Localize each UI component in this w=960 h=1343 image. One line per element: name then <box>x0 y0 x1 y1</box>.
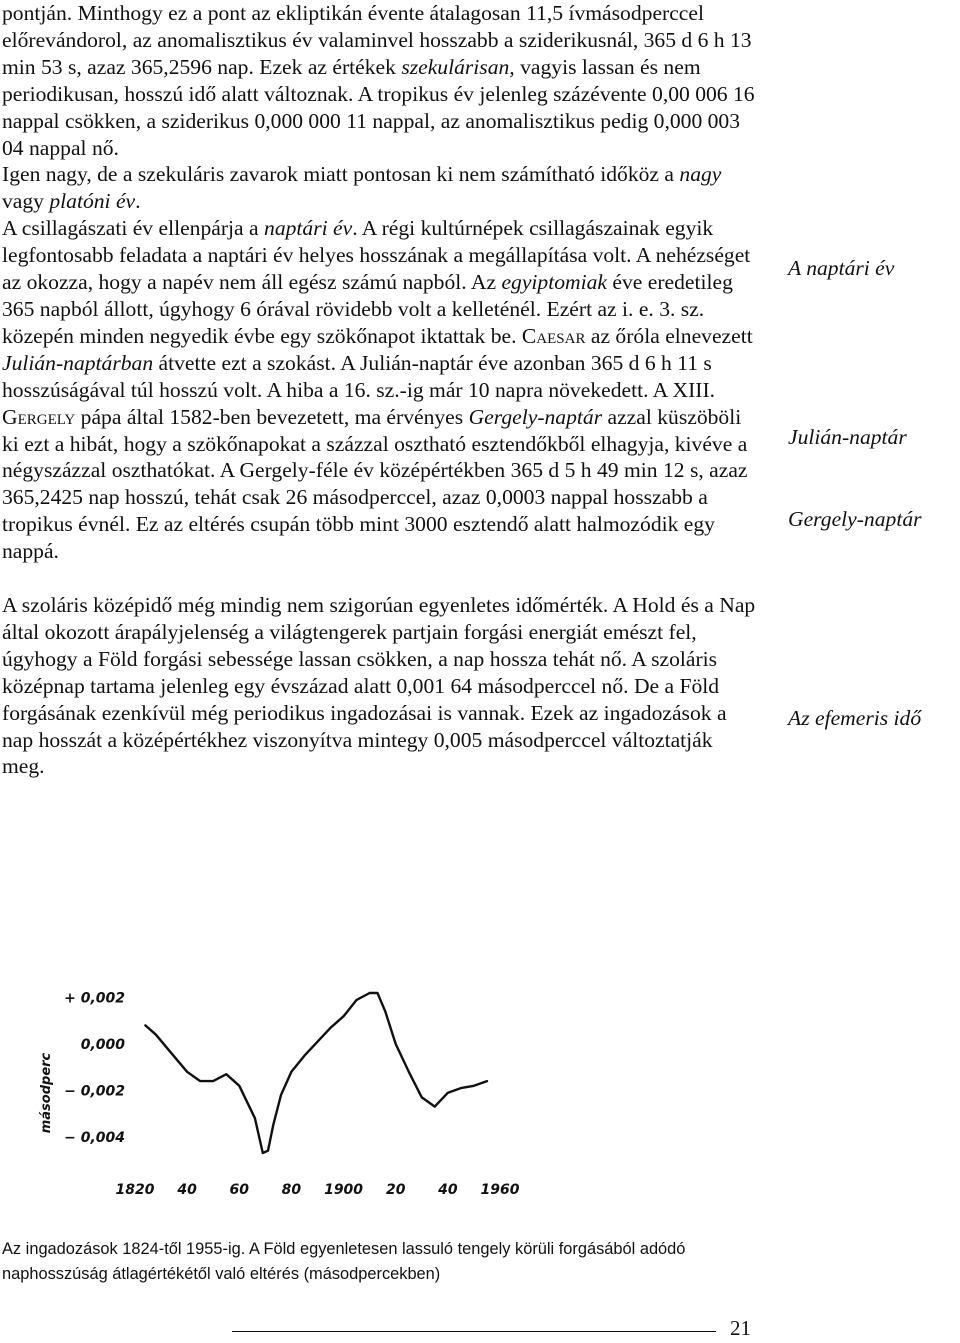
x-tick-label: 60 <box>229 1182 250 1198</box>
x-tick-label: 1900 <box>324 1182 364 1198</box>
emphasized-term: platóni év <box>49 189 136 214</box>
text-run: azzal küszöböli ki ezt a hibát, hogy a szökőnapokat a százzal osztható esztendőkből elhagyja, kivéve a négyszázzal oszthatókat. A Gergely-féle év középértékben 365 d 5 h 49 min 12 s, azaz 365,2425 nap hosszú, tehát csak 26 másodperccel, azaz 0,0003 nappal hosszabb a tropikus évnél. Ez az eltérés csupán több mint 3000 esztendő alatt halmozódik egy nappá. <box>2 404 748 564</box>
paragraph-calendar-year <box>2 215 756 565</box>
emphasized-term: Gergely-naptár <box>468 404 603 429</box>
paragraph-great-year <box>2 161 756 215</box>
x-tick-label: 40 <box>177 1182 197 1198</box>
x-axis-ticks <box>116 1182 520 1198</box>
y-tick-label: − 0,002 <box>64 1083 125 1100</box>
text-run: vagy <box>2 189 50 214</box>
small-caps-name: Caesar <box>521 323 586 348</box>
page-number: 21 <box>730 1316 751 1340</box>
sidenote-ephemeris-time: Az efemeris idő <box>788 706 922 730</box>
y-tick-label: + 0,002 <box>64 990 125 1007</box>
chart-canvas <box>30 968 570 1208</box>
y-axis-ticks <box>64 991 125 1146</box>
text-run: Igen nagy, de a szekuláris zavarok miatt pontosan ki nem számítható időköz a <box>2 162 680 187</box>
emphasized-term: egyiptomiak <box>501 270 608 295</box>
y-axis-label: másodperc <box>39 1052 54 1134</box>
series-line <box>145 993 487 1153</box>
y-axis-label-group <box>39 1052 54 1133</box>
x-tick-label: 1820 <box>115 1182 155 1198</box>
small-caps-name: Gergely <box>2 404 76 429</box>
x-tick-label: 1960 <box>480 1182 520 1198</box>
figure-caption: Az ingadozások 1824-től 1955-ig. A Föld egyenletesen lassuló tengely körüli forgásából adódó naphosszúság átlagértékétől való eltérés (másodpercekben) <box>2 1240 686 1283</box>
paragraph-ephemeris-time <box>2 592 756 780</box>
text-run: átvette ezt a szokást. A Julián-naptár éve azonban 365 d 6 h 11 s hosszúságával túl hosszú volt. A hiba a 16. sz.-ig már 10 napra növekedett. A XIII. <box>2 350 716 402</box>
text-run: A csillagászati év ellenpárja a <box>2 216 265 241</box>
sidenote-calendar-year: A naptári év <box>788 256 895 280</box>
y-tick-label: 0,000 <box>80 1037 125 1053</box>
day-length-chart <box>30 968 570 1208</box>
y-tick-label: − 0,004 <box>64 1129 125 1146</box>
emphasized-term: Julián-naptárban <box>2 350 154 375</box>
emphasized-term: naptári év <box>264 216 353 241</box>
sidenote-gregorian-calendar: Gergely-naptár <box>788 507 922 531</box>
text-run: A szoláris középidő még mindig nem szigorúan egyenletes időmérték. A Hold és a Nap által okozott árapályjelenség a világtengerek partjain forgási energiát emészt fel, úgyhogy a Föld forgási sebessége lassan csökken, a nap hossza tehát nő. A szoláris középnap tartama jelenleg egy évszázad alatt 0,001 64 másodperccel nő. De a Föld forgásának ezenkívül még periodikus ingadozásai is vannak. Ezek az ingadozások a nap hosszát a középértékhez viszonyítva mintegy 0,005 másodperccel változtatják meg. <box>2 593 756 779</box>
paragraph-sidereal-years <box>2 0 756 161</box>
text-run: éve eredetileg 365 napból állott, úgyhogy 6 órával rövidebb volt a kelleténél. Ezért az i. e. 3. sz. közepén minden negyedik évbe egy szökőnapot iktattak be. <box>2 270 733 348</box>
text-run: pápa által 1582-ben bevezetett, ma érvényes <box>75 404 469 429</box>
main-text <box>2 0 756 780</box>
text-run: . <box>135 189 141 214</box>
x-tick-label: 40 <box>438 1182 458 1198</box>
sidenote-julian-calendar: Julián-naptár <box>788 425 907 449</box>
text-run: pontján. Minthogy ez a pont az ekliptikán évente átalagosan 11,5 ívmásodperccel előrevándorol, az anomalisztikus év valaminvel hosszabb a sziderikusnál, 365 d 6 h 13 min 53 s, azaz 365,2596 nap. Ezek az értékek <box>2 1 752 79</box>
text-run: vagyis lassan és nem periodikusan, hosszú idő alatt változnak. A tropikus év jelenleg százévente 0,00 006 16 nappal csökken, a sziderikus 0,000 000 11 nappal, az anomalisztikus pedig 0,000 003 04 nappal nő. <box>2 54 755 160</box>
emphasized-term: nagy <box>679 162 722 187</box>
x-tick-label: 80 <box>281 1182 302 1198</box>
emphasized-term: szekulárisan, <box>401 54 515 79</box>
text-run: . A régi kultúrnépek csillagászainak egyik legfontosabb feladata a naptári év helyes hosszának a megállapítása volt. A nehézséget az okozza, hogy a napév nem áll egész számú napból. Az <box>2 216 751 295</box>
chart-series-group <box>145 993 487 1153</box>
text-run: az őróla elnevezett <box>585 323 753 348</box>
footer-rule <box>232 1331 716 1332</box>
x-tick-label: 20 <box>385 1182 406 1198</box>
